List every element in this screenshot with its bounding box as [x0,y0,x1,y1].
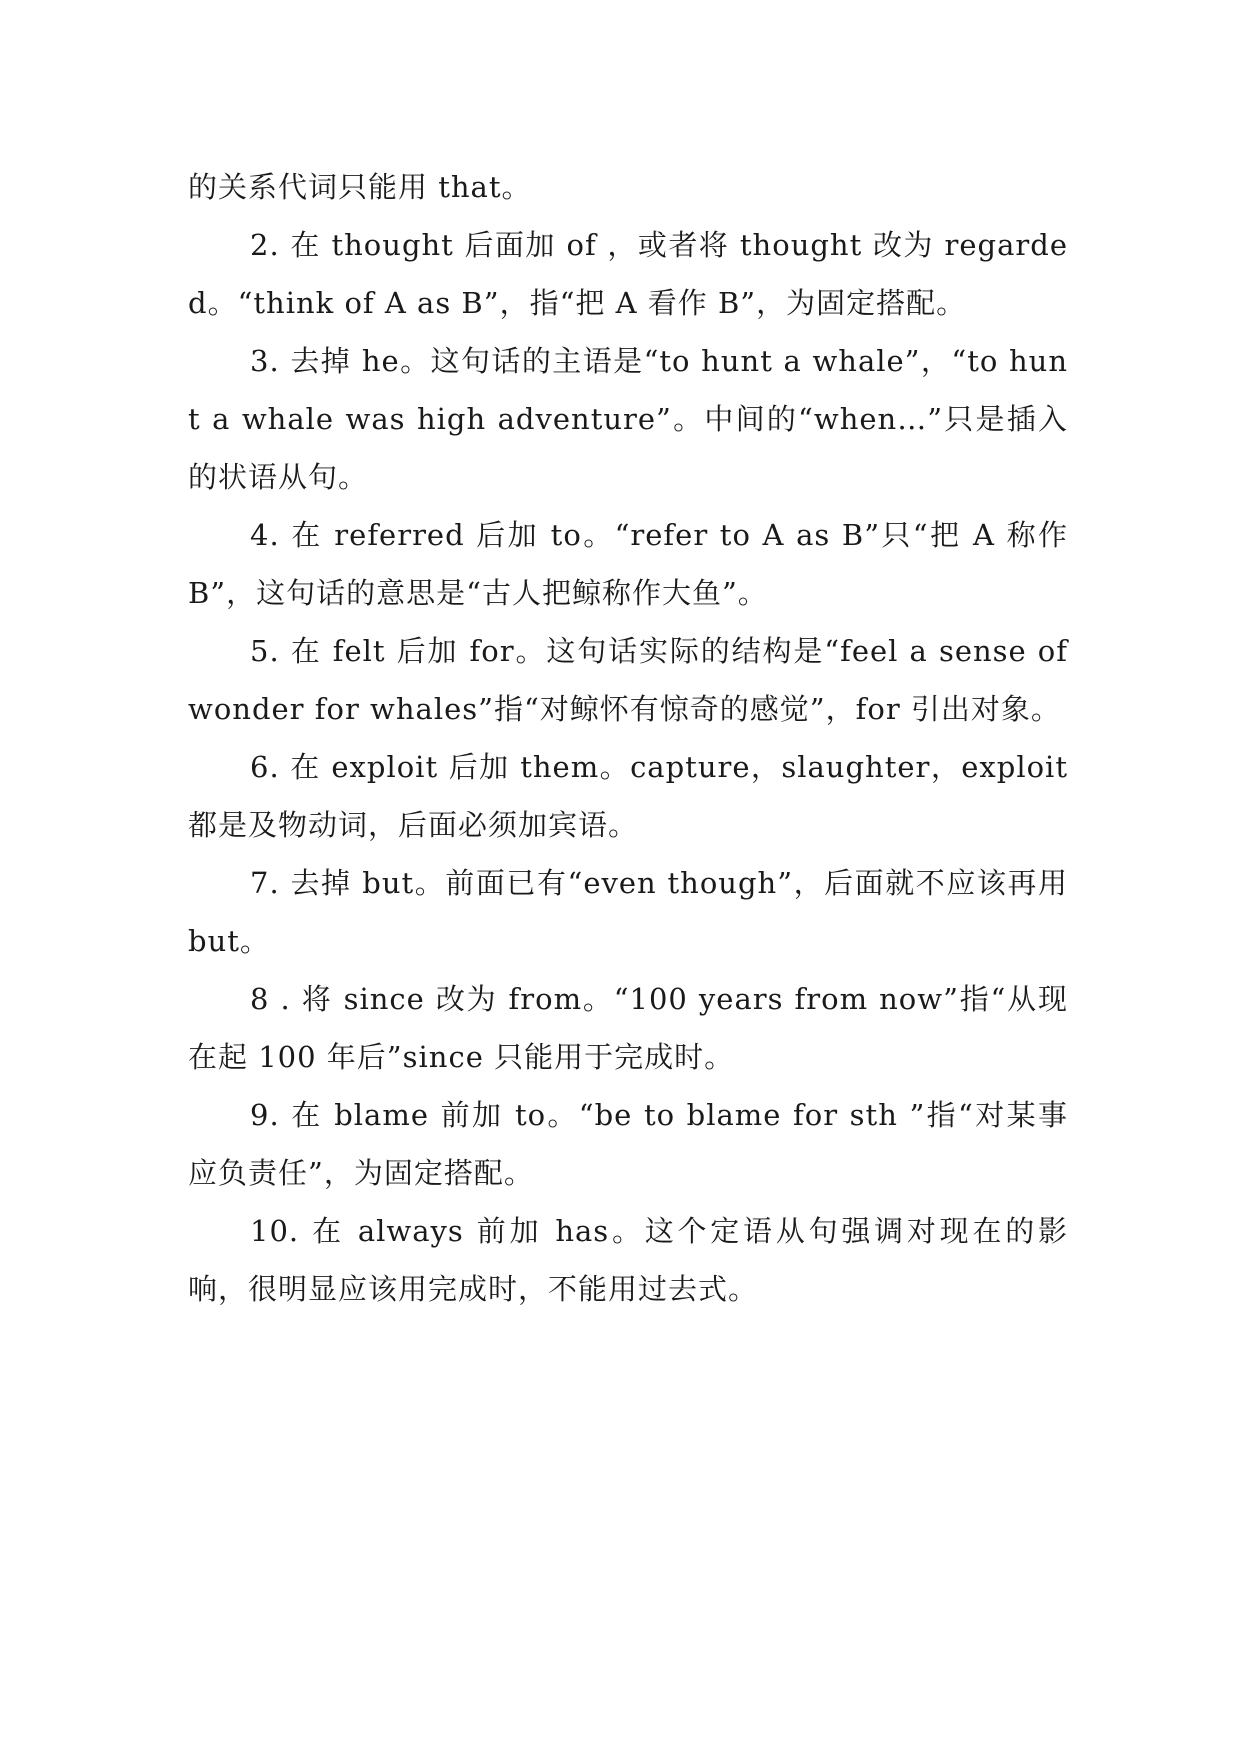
answer-key-text [188,158,1068,1318]
answer-item-10: 10. 在 always 前加 has。这个定语从句强调对现在的影响，很明显应该用完成时，不能用过去式。 [188,1214,1068,1306]
answer-item-2: 2. 在 thought 后面加 of ，或者将 thought 改为 regarded。“think of A as B”，指“把 A 看作 B”，为固定搭配。 [188,228,1068,320]
answer-item-4: 4. 在 referred 后加 to。“refer to A as B”只“把 A 称作 B”，这句话的意思是“古人把鲸称作大鱼”。 [188,518,1068,610]
answer-item-3: 3. 去掉 he。这句话的主语是“to hunt a whale”，“to hunt a whale was high adventure”。中间的“when…”只是插入的状语从句。 [188,344,1068,494]
answer-item-9: 9. 在 blame 前加 to。“be to blame for sth ”指“对某事应负责任”，为固定搭配。 [188,1098,1068,1190]
answer-item-5: 5. 在 felt 后加 for。这句话实际的结构是“feel a sense of wonder for whales”指“对鲸怀有惊奇的感觉”，for 引出对象。 [188,634,1068,726]
paragraph-continuation: 的关系代词只能用 that。 [188,170,532,204]
answer-item-7: 7. 去掉 but。前面已有“even though”，后面就不应该再用 but。 [188,866,1068,958]
answer-item-6: 6. 在 exploit 后加 them。capture，slaughter，exploit 都是及物动词，后面必须加宾语。 [188,750,1068,842]
answer-item-8: 8 . 将 since 改为 from。“100 years from now”指“从现在起 100 年后”since 只能用于完成时。 [188,982,1068,1074]
